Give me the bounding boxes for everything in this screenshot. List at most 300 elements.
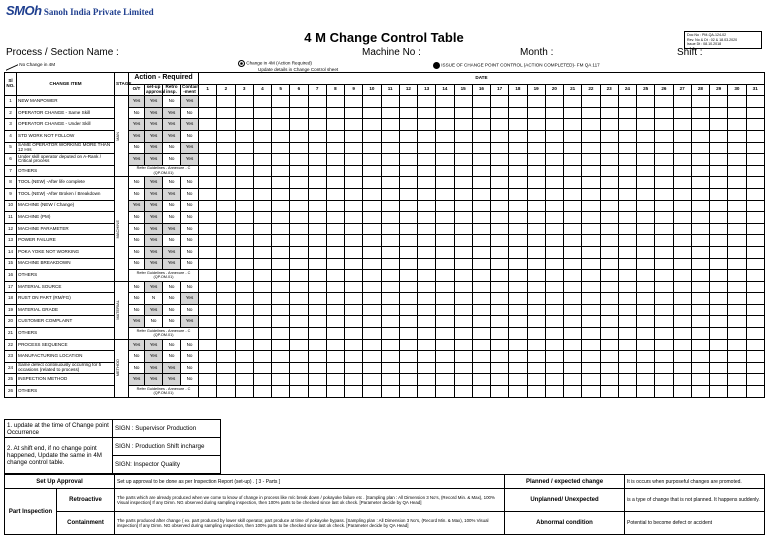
date-entry-cell[interactable] <box>308 304 326 316</box>
date-entry-cell[interactable] <box>199 270 217 282</box>
date-entry-cell[interactable] <box>618 165 636 177</box>
date-entry-cell[interactable] <box>381 165 399 177</box>
date-entry-cell[interactable] <box>199 281 217 293</box>
date-entry-cell[interactable] <box>290 107 308 119</box>
date-entry-cell[interactable] <box>655 96 673 108</box>
date-entry-cell[interactable] <box>564 328 582 340</box>
date-entry-cell[interactable] <box>454 188 472 200</box>
date-entry-cell[interactable] <box>691 304 709 316</box>
date-entry-cell[interactable] <box>472 374 490 386</box>
date-entry-cell[interactable] <box>491 270 509 282</box>
date-entry-cell[interactable] <box>618 374 636 386</box>
date-entry-cell[interactable] <box>710 235 728 247</box>
date-entry-cell[interactable] <box>345 258 363 270</box>
date-entry-cell[interactable] <box>326 270 344 282</box>
date-entry-cell[interactable] <box>399 293 417 305</box>
date-entry-cell[interactable] <box>308 96 326 108</box>
date-entry-cell[interactable] <box>582 351 600 363</box>
date-entry-cell[interactable] <box>746 386 764 398</box>
date-entry-cell[interactable] <box>545 304 563 316</box>
date-entry-cell[interactable] <box>436 96 454 108</box>
date-entry-cell[interactable] <box>308 130 326 142</box>
date-entry-cell[interactable] <box>217 177 235 189</box>
date-entry-cell[interactable] <box>308 386 326 398</box>
date-entry-cell[interactable] <box>399 304 417 316</box>
date-entry-cell[interactable] <box>363 281 381 293</box>
date-entry-cell[interactable] <box>253 177 271 189</box>
date-entry-cell[interactable] <box>491 258 509 270</box>
date-entry-cell[interactable] <box>637 281 655 293</box>
date-entry-cell[interactable] <box>199 374 217 386</box>
date-entry-cell[interactable] <box>253 142 271 154</box>
date-entry-cell[interactable] <box>472 119 490 131</box>
date-entry-cell[interactable] <box>691 386 709 398</box>
date-entry-cell[interactable] <box>618 200 636 212</box>
date-entry-cell[interactable] <box>308 270 326 282</box>
date-entry-cell[interactable] <box>217 235 235 247</box>
date-entry-cell[interactable] <box>418 119 436 131</box>
date-entry-cell[interactable] <box>253 258 271 270</box>
date-entry-cell[interactable] <box>326 223 344 235</box>
date-entry-cell[interactable] <box>217 339 235 351</box>
date-entry-cell[interactable] <box>290 96 308 108</box>
date-entry-cell[interactable] <box>618 96 636 108</box>
date-entry-cell[interactable] <box>436 177 454 189</box>
date-entry-cell[interactable] <box>509 119 527 131</box>
date-entry-cell[interactable] <box>253 200 271 212</box>
date-entry-cell[interactable] <box>564 316 582 328</box>
date-entry-cell[interactable] <box>491 339 509 351</box>
date-entry-cell[interactable] <box>710 177 728 189</box>
date-entry-cell[interactable] <box>381 386 399 398</box>
date-entry-cell[interactable] <box>253 107 271 119</box>
date-entry-cell[interactable] <box>655 374 673 386</box>
date-entry-cell[interactable] <box>253 270 271 282</box>
date-entry-cell[interactable] <box>272 107 290 119</box>
date-entry-cell[interactable] <box>235 258 253 270</box>
date-entry-cell[interactable] <box>363 235 381 247</box>
date-entry-cell[interactable] <box>436 246 454 258</box>
date-entry-cell[interactable] <box>199 246 217 258</box>
date-entry-cell[interactable] <box>472 96 490 108</box>
date-entry-cell[interactable] <box>600 386 618 398</box>
date-entry-cell[interactable] <box>545 200 563 212</box>
date-entry-cell[interactable] <box>673 386 691 398</box>
date-entry-cell[interactable] <box>363 304 381 316</box>
date-entry-cell[interactable] <box>637 96 655 108</box>
date-entry-cell[interactable] <box>235 281 253 293</box>
date-entry-cell[interactable] <box>454 339 472 351</box>
date-entry-cell[interactable] <box>491 177 509 189</box>
date-entry-cell[interactable] <box>363 188 381 200</box>
date-entry-cell[interactable] <box>345 119 363 131</box>
date-entry-cell[interactable] <box>253 304 271 316</box>
date-entry-cell[interactable] <box>272 351 290 363</box>
date-entry-cell[interactable] <box>217 351 235 363</box>
date-entry-cell[interactable] <box>710 96 728 108</box>
date-entry-cell[interactable] <box>253 328 271 340</box>
date-entry-cell[interactable] <box>582 119 600 131</box>
date-entry-cell[interactable] <box>399 246 417 258</box>
date-entry-cell[interactable] <box>399 130 417 142</box>
date-entry-cell[interactable] <box>746 270 764 282</box>
date-entry-cell[interactable] <box>673 304 691 316</box>
date-entry-cell[interactable] <box>582 304 600 316</box>
date-entry-cell[interactable] <box>600 258 618 270</box>
date-entry-cell[interactable] <box>527 328 545 340</box>
date-entry-cell[interactable] <box>655 304 673 316</box>
date-entry-cell[interactable] <box>673 177 691 189</box>
date-entry-cell[interactable] <box>381 374 399 386</box>
date-entry-cell[interactable] <box>418 142 436 154</box>
date-entry-cell[interactable] <box>582 339 600 351</box>
date-entry-cell[interactable] <box>290 293 308 305</box>
date-entry-cell[interactable] <box>345 188 363 200</box>
date-entry-cell[interactable] <box>345 142 363 154</box>
date-entry-cell[interactable] <box>290 212 308 224</box>
date-entry-cell[interactable] <box>710 154 728 166</box>
date-entry-cell[interactable] <box>199 200 217 212</box>
date-entry-cell[interactable] <box>491 304 509 316</box>
date-entry-cell[interactable] <box>491 142 509 154</box>
date-entry-cell[interactable] <box>308 212 326 224</box>
date-entry-cell[interactable] <box>272 258 290 270</box>
date-entry-cell[interactable] <box>564 351 582 363</box>
date-entry-cell[interactable] <box>691 235 709 247</box>
date-entry-cell[interactable] <box>491 212 509 224</box>
date-entry-cell[interactable] <box>454 258 472 270</box>
date-entry-cell[interactable] <box>691 293 709 305</box>
date-entry-cell[interactable] <box>235 304 253 316</box>
date-entry-cell[interactable] <box>728 339 746 351</box>
date-entry-cell[interactable] <box>363 96 381 108</box>
date-entry-cell[interactable] <box>618 107 636 119</box>
date-entry-cell[interactable] <box>381 270 399 282</box>
date-entry-cell[interactable] <box>272 270 290 282</box>
date-entry-cell[interactable] <box>399 258 417 270</box>
date-entry-cell[interactable] <box>600 107 618 119</box>
date-entry-cell[interactable] <box>527 188 545 200</box>
date-entry-cell[interactable] <box>381 200 399 212</box>
date-entry-cell[interactable] <box>600 246 618 258</box>
date-entry-cell[interactable] <box>418 107 436 119</box>
date-entry-cell[interactable] <box>618 316 636 328</box>
date-entry-cell[interactable] <box>345 351 363 363</box>
date-entry-cell[interactable] <box>527 107 545 119</box>
date-entry-cell[interactable] <box>399 316 417 328</box>
date-entry-cell[interactable] <box>272 130 290 142</box>
date-entry-cell[interactable] <box>545 258 563 270</box>
date-entry-cell[interactable] <box>418 212 436 224</box>
date-entry-cell[interactable] <box>655 281 673 293</box>
date-entry-cell[interactable] <box>600 200 618 212</box>
date-entry-cell[interactable] <box>217 142 235 154</box>
date-entry-cell[interactable] <box>564 246 582 258</box>
date-entry-cell[interactable] <box>418 165 436 177</box>
date-entry-cell[interactable] <box>746 374 764 386</box>
date-entry-cell[interactable] <box>454 154 472 166</box>
date-entry-cell[interactable] <box>746 235 764 247</box>
date-entry-cell[interactable] <box>673 154 691 166</box>
date-entry-cell[interactable] <box>637 258 655 270</box>
date-entry-cell[interactable] <box>509 304 527 316</box>
date-entry-cell[interactable] <box>326 96 344 108</box>
date-entry-cell[interactable] <box>691 177 709 189</box>
date-entry-cell[interactable] <box>345 96 363 108</box>
date-entry-cell[interactable] <box>381 107 399 119</box>
date-entry-cell[interactable] <box>746 142 764 154</box>
date-entry-cell[interactable] <box>564 281 582 293</box>
date-entry-cell[interactable] <box>710 223 728 235</box>
date-entry-cell[interactable] <box>637 119 655 131</box>
date-entry-cell[interactable] <box>235 223 253 235</box>
date-entry-cell[interactable] <box>326 293 344 305</box>
date-entry-cell[interactable] <box>710 200 728 212</box>
date-entry-cell[interactable] <box>253 339 271 351</box>
date-entry-cell[interactable] <box>527 281 545 293</box>
date-entry-cell[interactable] <box>272 304 290 316</box>
date-entry-cell[interactable] <box>381 304 399 316</box>
date-entry-cell[interactable] <box>509 386 527 398</box>
date-entry-cell[interactable] <box>381 223 399 235</box>
date-entry-cell[interactable] <box>436 339 454 351</box>
date-entry-cell[interactable] <box>509 246 527 258</box>
date-entry-cell[interactable] <box>199 142 217 154</box>
date-entry-cell[interactable] <box>399 119 417 131</box>
date-entry-cell[interactable] <box>363 270 381 282</box>
date-entry-cell[interactable] <box>308 258 326 270</box>
date-entry-cell[interactable] <box>454 223 472 235</box>
date-entry-cell[interactable] <box>436 362 454 374</box>
date-entry-cell[interactable] <box>272 200 290 212</box>
date-entry-cell[interactable] <box>728 270 746 282</box>
date-entry-cell[interactable] <box>363 142 381 154</box>
date-entry-cell[interactable] <box>272 96 290 108</box>
date-entry-cell[interactable] <box>199 119 217 131</box>
date-entry-cell[interactable] <box>235 119 253 131</box>
date-entry-cell[interactable] <box>545 386 563 398</box>
date-entry-cell[interactable] <box>600 339 618 351</box>
date-entry-cell[interactable] <box>436 188 454 200</box>
date-entry-cell[interactable] <box>436 374 454 386</box>
date-entry-cell[interactable] <box>728 177 746 189</box>
date-entry-cell[interactable] <box>691 281 709 293</box>
date-entry-cell[interactable] <box>655 246 673 258</box>
date-entry-cell[interactable] <box>710 165 728 177</box>
date-entry-cell[interactable] <box>691 119 709 131</box>
date-entry-cell[interactable] <box>290 316 308 328</box>
date-entry-cell[interactable] <box>472 235 490 247</box>
date-entry-cell[interactable] <box>454 235 472 247</box>
date-entry-cell[interactable] <box>509 165 527 177</box>
date-entry-cell[interactable] <box>527 304 545 316</box>
date-entry-cell[interactable] <box>545 281 563 293</box>
date-entry-cell[interactable] <box>235 96 253 108</box>
date-entry-cell[interactable] <box>454 130 472 142</box>
date-entry-cell[interactable] <box>436 235 454 247</box>
date-entry-cell[interactable] <box>637 130 655 142</box>
date-entry-cell[interactable] <box>381 177 399 189</box>
date-entry-cell[interactable] <box>527 223 545 235</box>
date-entry-cell[interactable] <box>418 351 436 363</box>
date-entry-cell[interactable] <box>509 188 527 200</box>
date-entry-cell[interactable] <box>326 374 344 386</box>
date-entry-cell[interactable] <box>564 188 582 200</box>
date-entry-cell[interactable] <box>272 119 290 131</box>
date-entry-cell[interactable] <box>637 200 655 212</box>
date-entry-cell[interactable] <box>253 96 271 108</box>
date-entry-cell[interactable] <box>217 258 235 270</box>
date-entry-cell[interactable] <box>308 188 326 200</box>
date-entry-cell[interactable] <box>308 328 326 340</box>
date-entry-cell[interactable] <box>545 165 563 177</box>
date-entry-cell[interactable] <box>509 374 527 386</box>
date-entry-cell[interactable] <box>345 386 363 398</box>
date-entry-cell[interactable] <box>618 246 636 258</box>
date-entry-cell[interactable] <box>582 130 600 142</box>
date-entry-cell[interactable] <box>272 316 290 328</box>
date-entry-cell[interactable] <box>217 246 235 258</box>
date-entry-cell[interactable] <box>253 212 271 224</box>
date-entry-cell[interactable] <box>235 270 253 282</box>
date-entry-cell[interactable] <box>290 119 308 131</box>
date-entry-cell[interactable] <box>655 212 673 224</box>
date-entry-cell[interactable] <box>454 96 472 108</box>
date-entry-cell[interactable] <box>345 212 363 224</box>
date-entry-cell[interactable] <box>527 362 545 374</box>
date-entry-cell[interactable] <box>454 386 472 398</box>
date-entry-cell[interactable] <box>491 200 509 212</box>
date-entry-cell[interactable] <box>399 165 417 177</box>
date-entry-cell[interactable] <box>199 339 217 351</box>
date-entry-cell[interactable] <box>399 223 417 235</box>
date-entry-cell[interactable] <box>710 316 728 328</box>
date-entry-cell[interactable] <box>746 293 764 305</box>
date-entry-cell[interactable] <box>545 177 563 189</box>
date-entry-cell[interactable] <box>564 200 582 212</box>
date-entry-cell[interactable] <box>618 386 636 398</box>
date-entry-cell[interactable] <box>345 177 363 189</box>
date-entry-cell[interactable] <box>491 223 509 235</box>
date-entry-cell[interactable] <box>746 316 764 328</box>
date-entry-cell[interactable] <box>564 177 582 189</box>
date-entry-cell[interactable] <box>326 142 344 154</box>
date-entry-cell[interactable] <box>363 107 381 119</box>
date-entry-cell[interactable] <box>691 188 709 200</box>
date-entry-cell[interactable] <box>655 130 673 142</box>
date-entry-cell[interactable] <box>472 386 490 398</box>
date-entry-cell[interactable] <box>217 223 235 235</box>
date-entry-cell[interactable] <box>673 188 691 200</box>
date-entry-cell[interactable] <box>217 200 235 212</box>
date-entry-cell[interactable] <box>472 316 490 328</box>
date-entry-cell[interactable] <box>454 351 472 363</box>
date-entry-cell[interactable] <box>454 293 472 305</box>
date-entry-cell[interactable] <box>728 258 746 270</box>
date-entry-cell[interactable] <box>345 270 363 282</box>
date-entry-cell[interactable] <box>673 235 691 247</box>
date-entry-cell[interactable] <box>746 177 764 189</box>
date-entry-cell[interactable] <box>272 188 290 200</box>
date-entry-cell[interactable] <box>728 154 746 166</box>
date-entry-cell[interactable] <box>527 177 545 189</box>
date-entry-cell[interactable] <box>345 107 363 119</box>
date-entry-cell[interactable] <box>491 96 509 108</box>
date-entry-cell[interactable] <box>308 235 326 247</box>
date-entry-cell[interactable] <box>381 328 399 340</box>
date-entry-cell[interactable] <box>582 258 600 270</box>
date-entry-cell[interactable] <box>345 165 363 177</box>
date-entry-cell[interactable] <box>637 235 655 247</box>
date-entry-cell[interactable] <box>509 281 527 293</box>
date-entry-cell[interactable] <box>673 339 691 351</box>
date-entry-cell[interactable] <box>436 154 454 166</box>
date-entry-cell[interactable] <box>728 374 746 386</box>
date-entry-cell[interactable] <box>290 258 308 270</box>
date-entry-cell[interactable] <box>235 165 253 177</box>
date-entry-cell[interactable] <box>545 154 563 166</box>
date-entry-cell[interactable] <box>345 130 363 142</box>
date-entry-cell[interactable] <box>363 362 381 374</box>
date-entry-cell[interactable] <box>491 130 509 142</box>
date-entry-cell[interactable] <box>235 293 253 305</box>
date-entry-cell[interactable] <box>381 130 399 142</box>
date-entry-cell[interactable] <box>253 362 271 374</box>
date-entry-cell[interactable] <box>600 130 618 142</box>
date-entry-cell[interactable] <box>582 235 600 247</box>
date-entry-cell[interactable] <box>637 386 655 398</box>
date-entry-cell[interactable] <box>290 142 308 154</box>
date-entry-cell[interactable] <box>345 235 363 247</box>
date-entry-cell[interactable] <box>618 339 636 351</box>
date-entry-cell[interactable] <box>655 154 673 166</box>
date-entry-cell[interactable] <box>199 258 217 270</box>
date-entry-cell[interactable] <box>418 177 436 189</box>
date-entry-cell[interactable] <box>673 142 691 154</box>
date-entry-cell[interactable] <box>472 362 490 374</box>
date-entry-cell[interactable] <box>235 316 253 328</box>
date-entry-cell[interactable] <box>509 96 527 108</box>
date-entry-cell[interactable] <box>710 119 728 131</box>
date-entry-cell[interactable] <box>308 142 326 154</box>
date-entry-cell[interactable] <box>673 362 691 374</box>
date-entry-cell[interactable] <box>308 339 326 351</box>
date-entry-cell[interactable] <box>326 165 344 177</box>
date-entry-cell[interactable] <box>381 119 399 131</box>
date-entry-cell[interactable] <box>710 293 728 305</box>
date-entry-cell[interactable] <box>217 293 235 305</box>
date-entry-cell[interactable] <box>710 142 728 154</box>
date-entry-cell[interactable] <box>600 374 618 386</box>
date-entry-cell[interactable] <box>436 281 454 293</box>
date-entry-cell[interactable] <box>418 293 436 305</box>
date-entry-cell[interactable] <box>655 328 673 340</box>
date-entry-cell[interactable] <box>564 339 582 351</box>
date-entry-cell[interactable] <box>509 339 527 351</box>
date-entry-cell[interactable] <box>418 130 436 142</box>
date-entry-cell[interactable] <box>527 258 545 270</box>
date-entry-cell[interactable] <box>618 154 636 166</box>
date-entry-cell[interactable] <box>399 200 417 212</box>
date-entry-cell[interactable] <box>472 328 490 340</box>
date-entry-cell[interactable] <box>418 188 436 200</box>
date-entry-cell[interactable] <box>710 339 728 351</box>
date-entry-cell[interactable] <box>290 281 308 293</box>
date-entry-cell[interactable] <box>272 212 290 224</box>
date-entry-cell[interactable] <box>326 362 344 374</box>
date-entry-cell[interactable] <box>272 362 290 374</box>
date-entry-cell[interactable] <box>545 119 563 131</box>
